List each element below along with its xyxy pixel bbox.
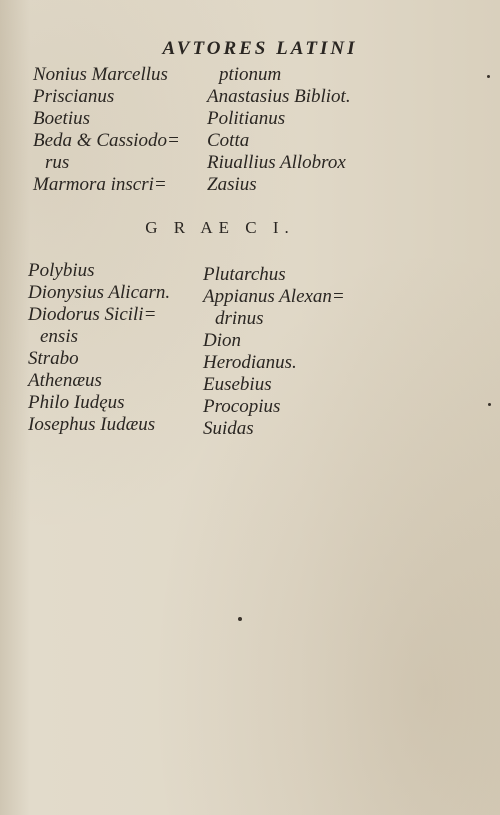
latin-right-line: Politianus [207,108,286,129]
greek-right-line: Plutarchus [203,264,286,285]
greek-left-line: Philo Iudęus [28,392,125,413]
greek-right-line: Dion [203,330,241,351]
greek-left-line: Polybius [28,260,95,281]
greek-right-line: Appianus Alexan= [203,286,345,307]
greek-authors-right-column [203,264,345,440]
latin-left-line: rus [45,152,70,173]
greek-left-line: Iosephus Iudæus [28,414,156,435]
latin-right-line: Riuallius Allobrox [207,152,346,173]
latin-right-line: ptionum [219,64,282,85]
latin-right-line: Cotta [207,130,250,151]
ink-dot [488,403,491,406]
latin-authors-right-column [207,64,351,196]
latin-left-line: Nonius Marcellus [33,64,168,85]
greek-right-line: Eusebius [203,374,272,395]
latin-left-line: Boetius [33,108,90,129]
latin-left-line: Beda & Cassiodo= [33,130,180,151]
greek-left-line: Diodorus Sicili= [28,304,157,325]
latin-left-line: Marmora inscri= [33,174,167,195]
latin-right-line: Anastasius Bibliot. [207,86,351,107]
greek-right-line: Herodianus. [203,352,297,373]
greek-authors-left-column [28,260,170,436]
ink-dot [487,75,490,78]
greek-authors-heading: G R AE C I. [145,218,295,237]
greek-right-line: Suidas [203,418,254,439]
greek-right-line: Procopius [203,396,281,417]
latin-left-line: Priscianus [33,86,115,107]
greek-left-line: ensis [40,326,78,347]
greek-left-line: Dionysius Alicarn. [28,282,171,303]
latin-authors-heading: AVTORES LATINI [162,38,358,59]
ink-dot [238,617,242,621]
greek-right-line: drinus [215,308,264,329]
greek-left-line: Strabo [28,348,79,369]
greek-left-line: Athenæus [28,370,102,391]
latin-right-line: Zasius [207,174,257,195]
latin-authors-left-column [33,64,180,196]
